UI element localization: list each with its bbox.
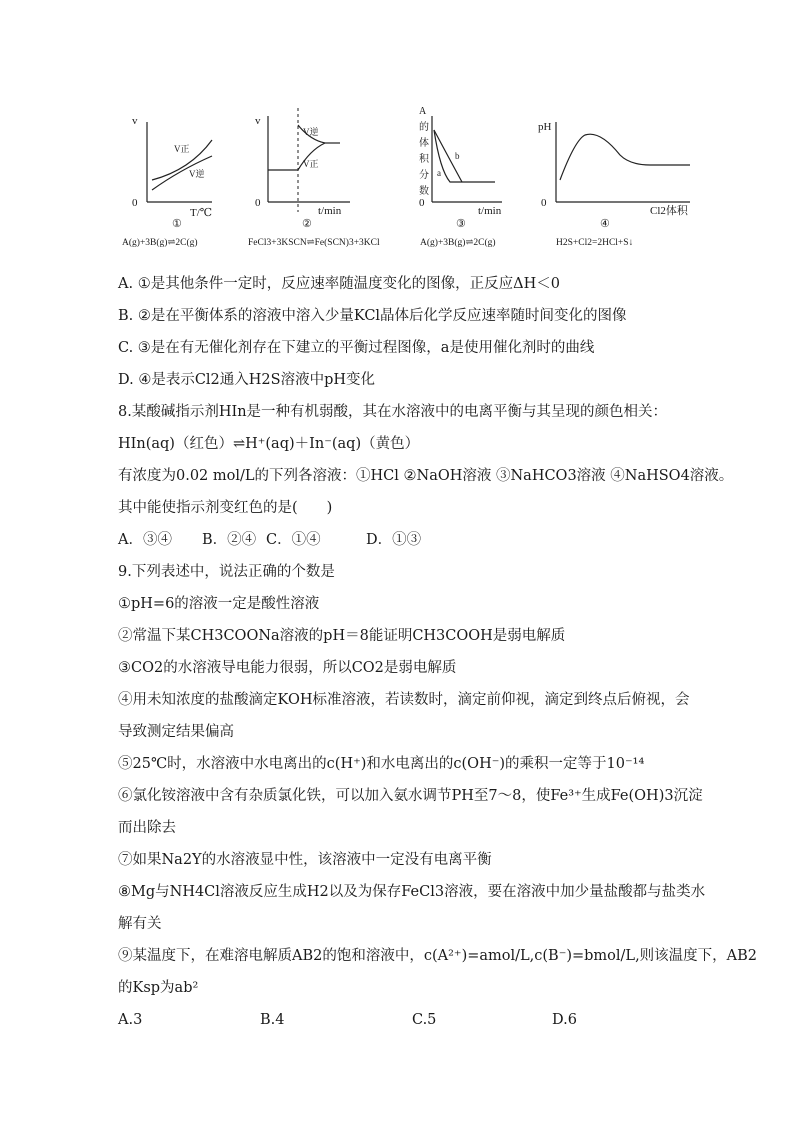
- q8-options: [118, 524, 718, 556]
- fig4-caption: H2S+Cl2=2HCl+S↓: [556, 238, 634, 248]
- q9-option-d: D.6: [552, 1012, 577, 1028]
- fig3-x-label: t/min: [478, 205, 502, 217]
- q9-statement-3: ③CO2的水溶液导电能力很弱，所以CO2是弱电解质: [118, 660, 457, 676]
- q9-statement-1: ①pH=6的溶液一定是酸性溶液: [118, 596, 320, 612]
- fig4-curve-ph: [560, 134, 690, 180]
- q8-option-c: C．①④: [266, 532, 321, 548]
- q9-option-a: A.3: [118, 1012, 143, 1028]
- fig2-caption: FeCl3+3KSCN⇌Fe(SCN)3+3KCl: [248, 238, 380, 248]
- fig1-y-label: v: [132, 115, 138, 127]
- q9-statement-6-cont: 而出除去: [118, 820, 176, 836]
- fig3-y-label: A 的 体 积 分 数: [419, 106, 429, 197]
- q9-stem: 9.下列表述中，说法正确的个数是: [118, 564, 335, 580]
- q7-option-d: D. ④是表示Cl2通入H2S溶液中pH变化: [118, 372, 376, 388]
- q9-statement-6: ⑥氯化铵溶液中含有杂质氯化铁，可以加入氨水调节PH至7～8，使Fe³⁺生成Fe(OH)3沉淀: [118, 788, 703, 804]
- fig3-label-b: b: [455, 151, 460, 161]
- q7-option-b: B. ②是在平衡体系的溶液中溶入少量KCl晶体后化学反应速率随时间变化的图像: [118, 308, 627, 324]
- fig1-origin: 0: [132, 197, 138, 209]
- q8-equilibrium: HIn(aq)（红色）⇌H⁺(aq)＋In⁻(aq)（黄色）: [118, 436, 420, 452]
- fig1-label-v-reverse: V逆: [189, 169, 205, 179]
- q9-statement-4-cont: 导致测定结果偏高: [118, 724, 234, 740]
- q9-statement-9: ⑨某温度下，在难溶电解质AB2的饱和溶液中，c(A²⁺)=amol/L,c(B⁻)=bmol/L,则该温度下，AB2: [118, 948, 758, 964]
- figure-1: [122, 115, 212, 248]
- fig2-y-label: v: [255, 115, 261, 127]
- q9-statement-8-cont: 解有关: [118, 916, 162, 932]
- figures-row: [110, 100, 710, 260]
- figure-2: [248, 108, 380, 248]
- fig1-label-v-forward: V正: [174, 144, 190, 154]
- fig3-number: ③: [456, 218, 466, 230]
- q7-option-c: C. ③是在有无催化剂存在下建立的平衡过程图像，a是使用催化剂时的曲线: [118, 340, 595, 356]
- figure-4: [538, 121, 690, 248]
- q9-statement-5: ⑤25℃时，水溶液中水电离出的c(H⁺)和水电离出的c(OH⁻)的乘积一定等于10⁻¹⁴: [118, 756, 645, 772]
- fig4-origin: 0: [541, 197, 547, 209]
- q8-option-a: A．③④: [118, 532, 172, 548]
- fig2-number: ②: [302, 218, 312, 230]
- q9-options: [118, 1004, 718, 1036]
- q8-option-b: B．②④: [202, 532, 257, 548]
- q9-statement-8: ⑧Mg与NH4Cl溶液反应生成H2以及为保存FeCl3溶液，要在溶液中加少量盐酸都与盐类水: [118, 884, 706, 900]
- fig1-caption: A(g)+3B(g)⇌2C(g): [122, 238, 198, 248]
- fig2-label-v-reverse: V逆: [303, 127, 319, 137]
- fig2-origin: 0: [255, 197, 261, 209]
- fig3-origin: 0: [419, 197, 425, 209]
- q8-option-d: D．①③: [366, 532, 422, 548]
- fig3-curve-a: [434, 130, 495, 182]
- q8-question: 其中能使指示剂变红色的是( ): [118, 500, 333, 516]
- fig3-caption: A(g)+3B(g)⇌2C(g): [420, 238, 496, 248]
- fig1-x-label: T/℃: [190, 207, 213, 219]
- q9-statement-4: ④用未知浓度的盐酸滴定KOH标准溶液，若读数时，滴定前仰视，滴定到终点后俯视，会: [118, 692, 690, 708]
- q9-option-c: C.5: [412, 1012, 437, 1028]
- question-text: [118, 268, 758, 1036]
- fig1-number: ①: [172, 218, 182, 230]
- q8-conditions: 有浓度为0.02 mol/L的下列各溶液：①HCl ②NaOH溶液 ③NaHCO3溶液 ④NaHSO4溶液。: [118, 468, 734, 484]
- q7-option-a: A. ①是其他条件一定时，反应速率随温度变化的图像，正反应ΔH＜0: [118, 276, 561, 292]
- fig4-y-label: pH: [538, 121, 552, 133]
- fig3-label-a: a: [437, 168, 441, 178]
- fig2-x-label: t/min: [318, 205, 342, 217]
- figure-3: [419, 106, 502, 248]
- q9-statement-9-cont: 的Ksp为ab²: [118, 980, 199, 996]
- q9-statement-7: ⑦如果Na2Y的水溶液显中性，该溶液中一定没有电离平衡: [118, 852, 492, 868]
- fig4-number: ④: [600, 218, 610, 230]
- q9-statement-2: ②常温下某CH3COONa溶液的pH＝8能证明CH3COOH是弱电解质: [118, 628, 566, 644]
- q9-option-b: B.4: [260, 1012, 285, 1028]
- fig2-label-v-forward: V正: [303, 159, 319, 169]
- fig4-x-label: Cl2体积: [650, 205, 688, 217]
- q8-stem: 8.某酸碱指示剂HIn是一种有机弱酸，其在水溶液中的电离平衡与其呈现的颜色相关：: [118, 404, 668, 420]
